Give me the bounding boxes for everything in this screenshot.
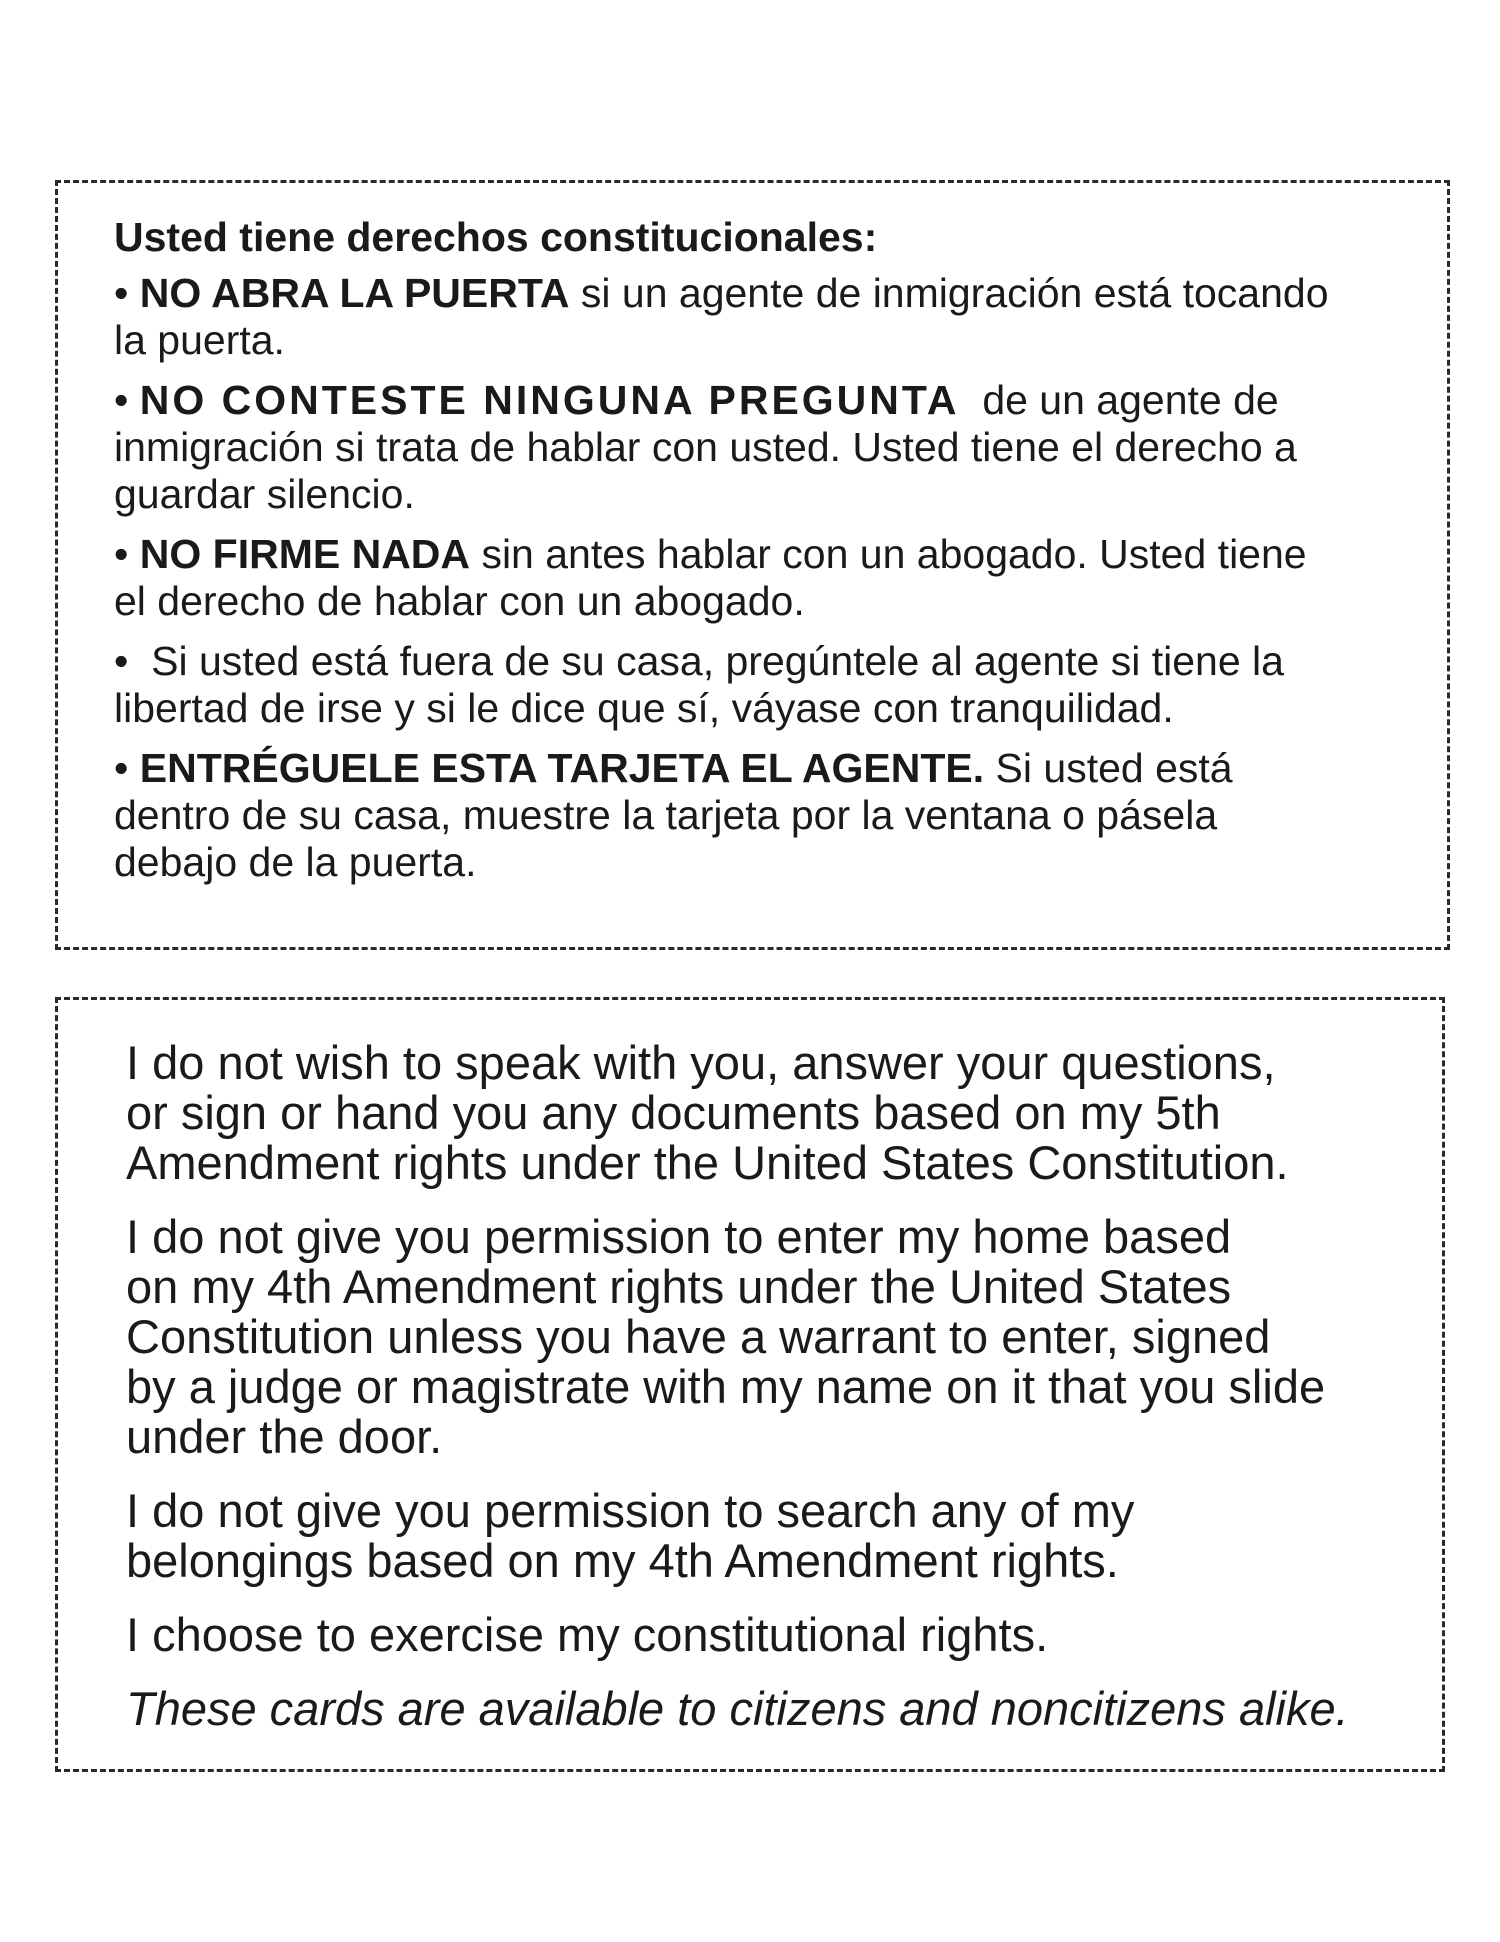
- paragraph-line: I do not give you permission to enter my home based: [126, 1210, 1232, 1263]
- paragraph-5th-amendment: [126, 1038, 1402, 1188]
- bullet-text: libertad de irse y si le dice que sí, váyase con tranquilidad.: [114, 685, 1174, 731]
- bullet-text: debajo de la puerta.: [114, 839, 477, 885]
- bullet-bold-text: NO CONTESTE NINGUNA PREGUNTA: [139, 377, 960, 423]
- bullet-text: la puerta.: [114, 317, 285, 363]
- availability-footnote: These cards are available to citizens and noncitizens alike.: [126, 1682, 1349, 1735]
- bullet-marker: •: [114, 638, 129, 684]
- paragraph-4th-amendment-home: [126, 1212, 1402, 1462]
- bullet-fuera-de-casa: [114, 638, 1407, 732]
- bullet-no-firme: [114, 531, 1407, 625]
- bullet-marker: •: [114, 745, 129, 791]
- bullet-bold-text: NO ABRA LA PUERTA: [139, 270, 570, 316]
- paragraph-line: by a judge or magistrate with my name on it that you slide: [126, 1360, 1326, 1413]
- bullet-text: inmigración si trata de hablar con usted. Usted tiene el derecho a: [114, 424, 1297, 470]
- paragraph-line: I do not wish to speak with you, answer your questions,: [126, 1036, 1276, 1089]
- bullet-no-conteste: [114, 377, 1407, 518]
- paragraph-4th-amendment-search: [126, 1486, 1402, 1586]
- spanish-card-title: Usted tiene derechos constitucionales:: [114, 214, 878, 260]
- paragraph-line: Constitution unless you have a warrant to enter, signed: [126, 1310, 1271, 1363]
- bullet-marker: •: [114, 270, 129, 316]
- bullet-text: el derecho de hablar con un abogado.: [114, 578, 805, 624]
- paragraph-line: on my 4th Amendment rights under the United States: [126, 1260, 1232, 1313]
- bullet-text: dentro de su casa, muestre la tarjeta por la ventana o pásela: [114, 792, 1218, 838]
- bullet-text: Si usted está: [995, 745, 1233, 791]
- bullet-text: si un agente de inmigración está tocando: [580, 270, 1329, 316]
- bullet-text: sin antes hablar con un abogado. Usted tiene: [481, 531, 1307, 577]
- bullet-text: guardar silencio.: [114, 471, 415, 517]
- bullet-entreguele: [114, 745, 1407, 886]
- paragraph-line: Amendment rights under the United States Constitution.: [126, 1136, 1289, 1189]
- paragraph-line: or sign or hand you any documents based on my 5th: [126, 1086, 1221, 1139]
- bullet-bold-text: ENTRÉGUELE ESTA TARJETA EL AGENTE.: [139, 745, 985, 791]
- bullet-text: de un agente de: [982, 377, 1279, 423]
- paragraph-line: I choose to exercise my constitutional rights.: [126, 1608, 1049, 1661]
- english-rights-card: [55, 997, 1445, 1772]
- paragraph-line: I do not give you permission to search any of my: [126, 1484, 1135, 1537]
- bullet-no-abra: [114, 270, 1407, 364]
- spanish-rights-card: [55, 180, 1450, 950]
- bullet-marker: •: [114, 377, 129, 423]
- paragraph-line: belongings based on my 4th Amendment rights.: [126, 1534, 1119, 1587]
- bullet-marker: •: [114, 531, 129, 577]
- bullet-text: Si usted está fuera de su casa, pregúntele al agente si tiene la: [151, 638, 1284, 684]
- bullet-bold-text: NO FIRME NADA: [139, 531, 471, 577]
- paragraph-exercise-rights: [126, 1610, 1402, 1660]
- paragraph-line: under the door.: [126, 1410, 443, 1463]
